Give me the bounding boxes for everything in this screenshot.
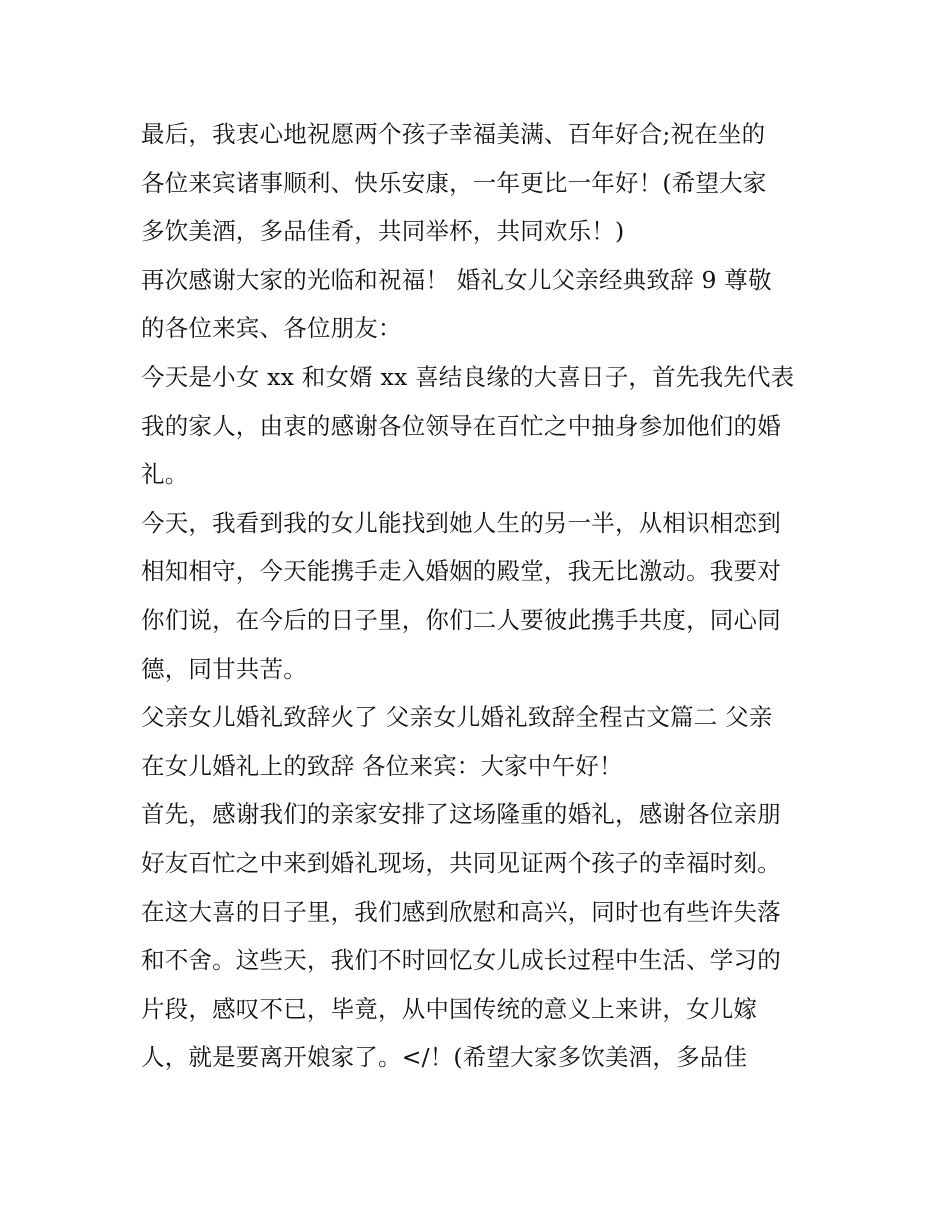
text-line: 在这大喜的日子里，我们感到欣慰和高兴，同时也有些许失落 [141, 897, 781, 926]
text-line: 最后，我衷心地祝愿两个孩子幸福美满、百年好合;祝在坐的 [141, 120, 766, 148]
text-line: 人，就是要离开娘家了。</！(希望大家多饮美酒，多品佳 [141, 1043, 748, 1072]
text-line: 各位来宾诸事顺利、快乐安康，一年更比一年好！(希望大家 [141, 168, 767, 197]
text-line: 好友百忙之中来到婚礼现场，共同见证两个孩子的幸福时刻。 [141, 848, 781, 877]
text-line: 首先，感谢我们的亲家安排了这场隆重的婚礼，感谢各位亲朋 [141, 800, 781, 829]
text-line: 礼。 [141, 460, 189, 489]
text-line: 多饮美酒，多品佳肴，共同举杯，共同欢乐！) [141, 217, 625, 246]
document-body [141, 110, 821, 1082]
text-line: 再次感谢大家的光临和祝福！ 婚礼女儿父亲经典致辞 9 尊敬 [141, 265, 772, 294]
text-line: 和不舍。这些天，我们不时回忆女儿成长过程中生活、学习的 [141, 946, 781, 975]
text-line: 德，同甘共苦。 [141, 654, 307, 683]
text-line: 相知相守，今天能携手走入婚姻的殿堂，我无比激动。我要对 [141, 557, 781, 586]
text-line: 的各位来宾、各位朋友： [141, 314, 402, 343]
text-line: 在女儿婚礼上的致辞 各位来宾：大家中午好！ [141, 751, 623, 780]
text-line: 父亲女儿婚礼致辞火了 父亲女儿婚礼致辞全程古文篇二 父亲 [141, 703, 773, 732]
text-line: 我的家人，由衷的感谢各位领导在百忙之中抽身参加他们的婚 [141, 411, 781, 440]
text-line: 你们说，在今后的日子里，你们二人要彼此携手共度，同心同 [141, 605, 781, 634]
text-line: 今天，我看到我的女儿能找到她人生的另一半，从相识相恋到 [141, 508, 781, 537]
text-line: 片段，感叹不已，毕竟，从中国传统的意义上来讲，女儿嫁 [141, 994, 758, 1023]
text-line: 今天是小女 xx 和女婿 xx 喜结良缘的大喜日子，首先我先代表 [141, 362, 795, 391]
